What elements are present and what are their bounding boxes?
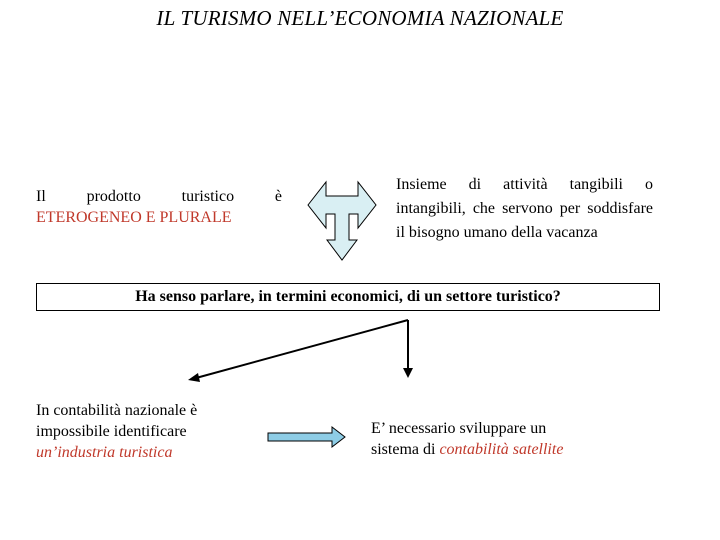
conclusion-line2 bbox=[371, 439, 641, 460]
word-turistico: turistico bbox=[181, 188, 235, 205]
branch-arrow-connector bbox=[188, 320, 413, 382]
question-text: Ha senso parlare, in termini economici, di un settore turistico? bbox=[135, 288, 561, 305]
word-il: Il bbox=[36, 188, 46, 205]
statement-line3: un’industria turistica bbox=[36, 444, 173, 461]
national-accounting-statement bbox=[36, 400, 266, 463]
t-arrow-icon bbox=[308, 182, 376, 260]
statement-line1: In contabilità nazionale è bbox=[36, 402, 198, 419]
product-definition: Insieme di attività tangibili o intangibili, che servono per soddisfare il bisogno umano della vacanza bbox=[396, 176, 653, 241]
satellite-accounting-statement bbox=[371, 418, 641, 460]
page-title: IL TURISMO NELL’ECONOMIA NAZIONALE bbox=[156, 6, 564, 30]
product-description-highlight: ETEROGENEO E PLURALE bbox=[36, 209, 232, 226]
conclusion-line2-highlight: contabilità satellite bbox=[439, 441, 564, 458]
word-e: è bbox=[274, 188, 282, 205]
statement-line2: impossibile identificare bbox=[36, 423, 187, 440]
question-box bbox=[36, 283, 660, 311]
conclusion-line1: E’ necessario sviluppare un bbox=[371, 420, 547, 437]
conclusion-line2-prefix: sistema di bbox=[371, 441, 440, 458]
word-prodotto: prodotto bbox=[86, 188, 141, 205]
right-arrow-icon bbox=[268, 427, 345, 447]
